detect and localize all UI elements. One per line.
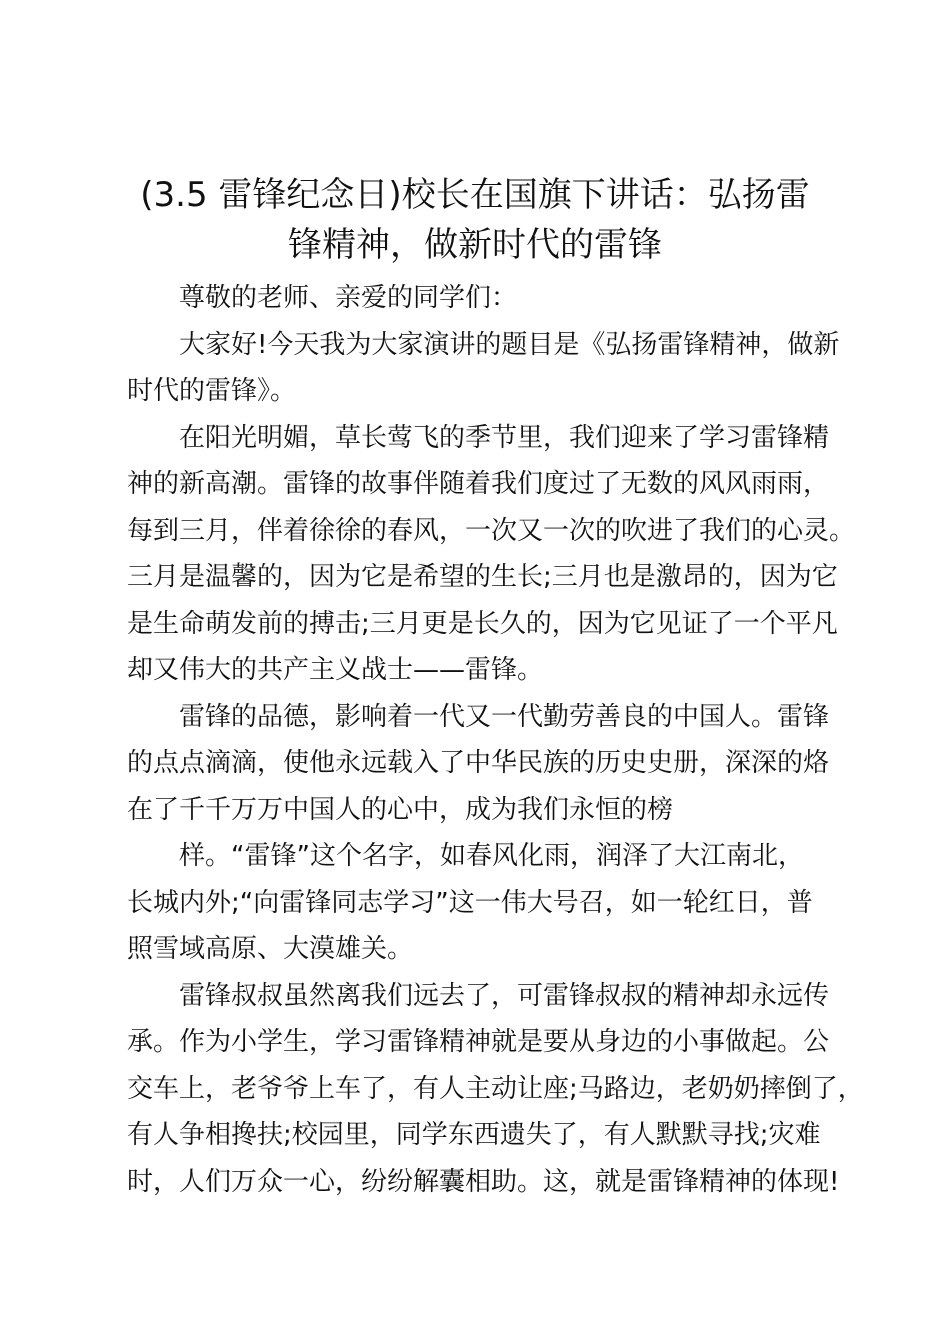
paragraph-line: 是生命萌发前的搏击;三月更是长久的，因为它见证了一个平凡: [127, 608, 838, 639]
paragraph-line: 每到三月，伴着徐徐的春风，一次又一次的吹进了我们的心灵。: [127, 515, 856, 546]
paragraph-line: 三月是温馨的，因为它是希望的生长;三月也是激昂的，因为它: [127, 562, 838, 592]
paragraph-line: 样。“雷锋”这个名字，如春风化雨，润泽了大江南北，: [179, 841, 804, 871]
title-line-1: (3.5 雷锋纪念日)校长在国旗下讲话：弘扬雷: [140, 175, 810, 215]
paragraph-line: 时代的雷锋》。: [127, 376, 297, 406]
paragraph-line: 雷锋叔叔虽然离我们远去了，可雷锋叔叔的精神却永远传: [179, 980, 830, 1011]
paragraph-line: 承。作为小学生，学习雷锋精神就是要从身边的小事做起。公: [127, 1027, 830, 1057]
title-line-2: 锋精神，做新时代的雷锋: [288, 225, 662, 265]
paragraph-line: 尊敬的老师、亲爱的同学们：: [179, 283, 518, 313]
paragraph-line: 在了千千万万中国人的心中，成为我们永恒的榜: [127, 794, 674, 825]
paragraph-line: 时，人们万众一心，纷纷解囊相助。这，就是雷锋精神的体现!: [127, 1166, 840, 1197]
paragraph-line: 大家好!今天我为大家演讲的题目是《弘扬雷锋精神，做新: [179, 329, 840, 360]
paragraph-line: 在阳光明媚，草长莺飞的季节里，我们迎来了学习雷锋精: [179, 422, 830, 453]
paragraph-line: 雷锋的品德，影响着一代又一代勤劳善良的中国人。雷锋: [179, 701, 830, 732]
document-body: [127, 275, 864, 1205]
paragraph-line: 神的新高潮。雷锋的故事伴随着我们度过了无数的风风雨雨，: [127, 469, 830, 499]
paragraph-salutation: [127, 275, 837, 322]
paragraph-line: 交车上，老爷爷上车了，有人主动让座;马路边，老奶奶摔倒了，: [127, 1073, 864, 1104]
paragraph-line: 长城内外;“向雷锋同志学习”这一伟大号召，如一轮红日，普: [127, 887, 813, 918]
paragraph-legacy: [127, 973, 864, 1206]
paragraph-name: [127, 833, 837, 973]
paragraph-line: 的点点滴滴，使他永远载入了中华民族的历史史册，深深的烙: [127, 748, 830, 778]
paragraph-line: 有人争相搀扶;校园里，同学东西遗失了，有人默默寻找;灾难: [127, 1120, 821, 1150]
paragraph-line: 照雪域高原、大漠雄关。: [127, 934, 414, 964]
paragraph-virtue: [127, 694, 837, 834]
document-title: [120, 170, 830, 270]
paragraph-greeting: [127, 322, 840, 415]
paragraph-march: [127, 415, 856, 694]
paragraph-line: 却又伟大的共产主义战士——雷锋。: [127, 655, 544, 685]
